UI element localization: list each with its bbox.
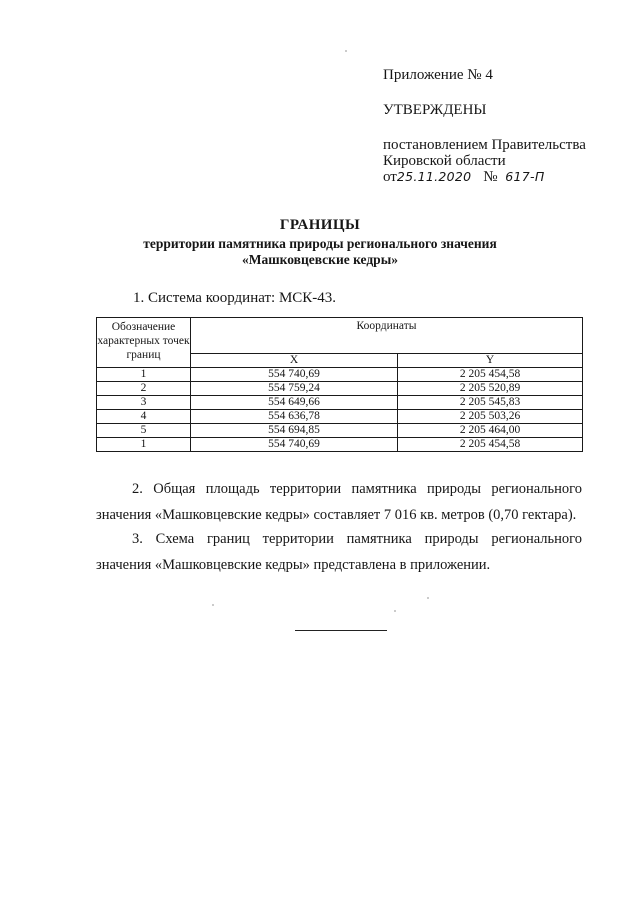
point-cell: 3	[97, 396, 191, 410]
x-cell: 554 740,69	[191, 368, 398, 382]
table-row	[97, 424, 583, 438]
scan-speck	[212, 604, 214, 606]
y-cell: 2 205 520,89	[398, 382, 583, 396]
decree-line-2: Кировской области	[383, 153, 506, 169]
y-cell: 2 205 503,26	[398, 410, 583, 424]
table-row	[97, 396, 583, 410]
y-cell: 2 205 454,58	[398, 438, 583, 452]
point-cell: 1	[97, 368, 191, 382]
point-cell: 4	[97, 410, 191, 424]
object-name: «Машковцевские кедры»	[242, 252, 398, 267]
closing-line	[295, 630, 387, 631]
point-cell: 1	[97, 438, 191, 452]
handwritten-number: 617-П	[505, 169, 545, 184]
point-cell: 5	[97, 424, 191, 438]
coordinates-header: Координаты	[191, 318, 583, 354]
number-prefix: №	[483, 169, 498, 185]
scan-speck	[394, 610, 396, 612]
x-cell: 554 636,78	[191, 410, 398, 424]
table-row	[97, 438, 583, 452]
point-cell: 2	[97, 382, 191, 396]
y-header: Y	[398, 354, 583, 368]
x-cell: 554 759,24	[191, 382, 398, 396]
scheme-text: 3. Схема границ территории памятника природы регионального значения «Машковцевские кедры» представлена в приложении.	[96, 531, 582, 573]
scheme-item	[96, 526, 582, 578]
coordinates-table	[96, 317, 583, 452]
date-prefix: от	[383, 169, 397, 185]
x-cell: 554 694,85	[191, 424, 398, 438]
decree-date-line	[383, 168, 545, 186]
point-label-header: Обозначение характерных точек границ	[97, 318, 191, 368]
scan-speck	[427, 597, 429, 599]
total-area-text: 2. Общая площадь территории памятника природы регионального значения «Машковцевские кедры» составляет 7 016 кв. метров (0,70 гектара).	[96, 481, 582, 523]
x-cell: 554 740,69	[191, 438, 398, 452]
x-header: X	[191, 354, 398, 368]
y-cell: 2 205 545,83	[398, 396, 583, 410]
decree-line-1: постановлением Правительства	[383, 137, 586, 153]
table-row	[97, 410, 583, 424]
total-area-item	[96, 476, 582, 528]
y-cell: 2 205 454,58	[398, 368, 583, 382]
document-subtitle: территории памятника природы регионального значения	[143, 236, 497, 251]
approved-label: УТВЕРЖДЕНЫ	[383, 102, 487, 118]
table-row	[97, 368, 583, 382]
appendix-number: Приложение № 4	[383, 67, 493, 83]
table-row	[97, 382, 583, 396]
coordinate-system-item: 1. Система координат: МСК-43.	[133, 290, 337, 306]
scan-speck	[345, 50, 347, 52]
handwritten-date: 25.11.2020	[396, 169, 472, 184]
y-cell: 2 205 464,00	[398, 424, 583, 438]
document-title: ГРАНИЦЫ	[279, 217, 361, 233]
x-cell: 554 649,66	[191, 396, 398, 410]
